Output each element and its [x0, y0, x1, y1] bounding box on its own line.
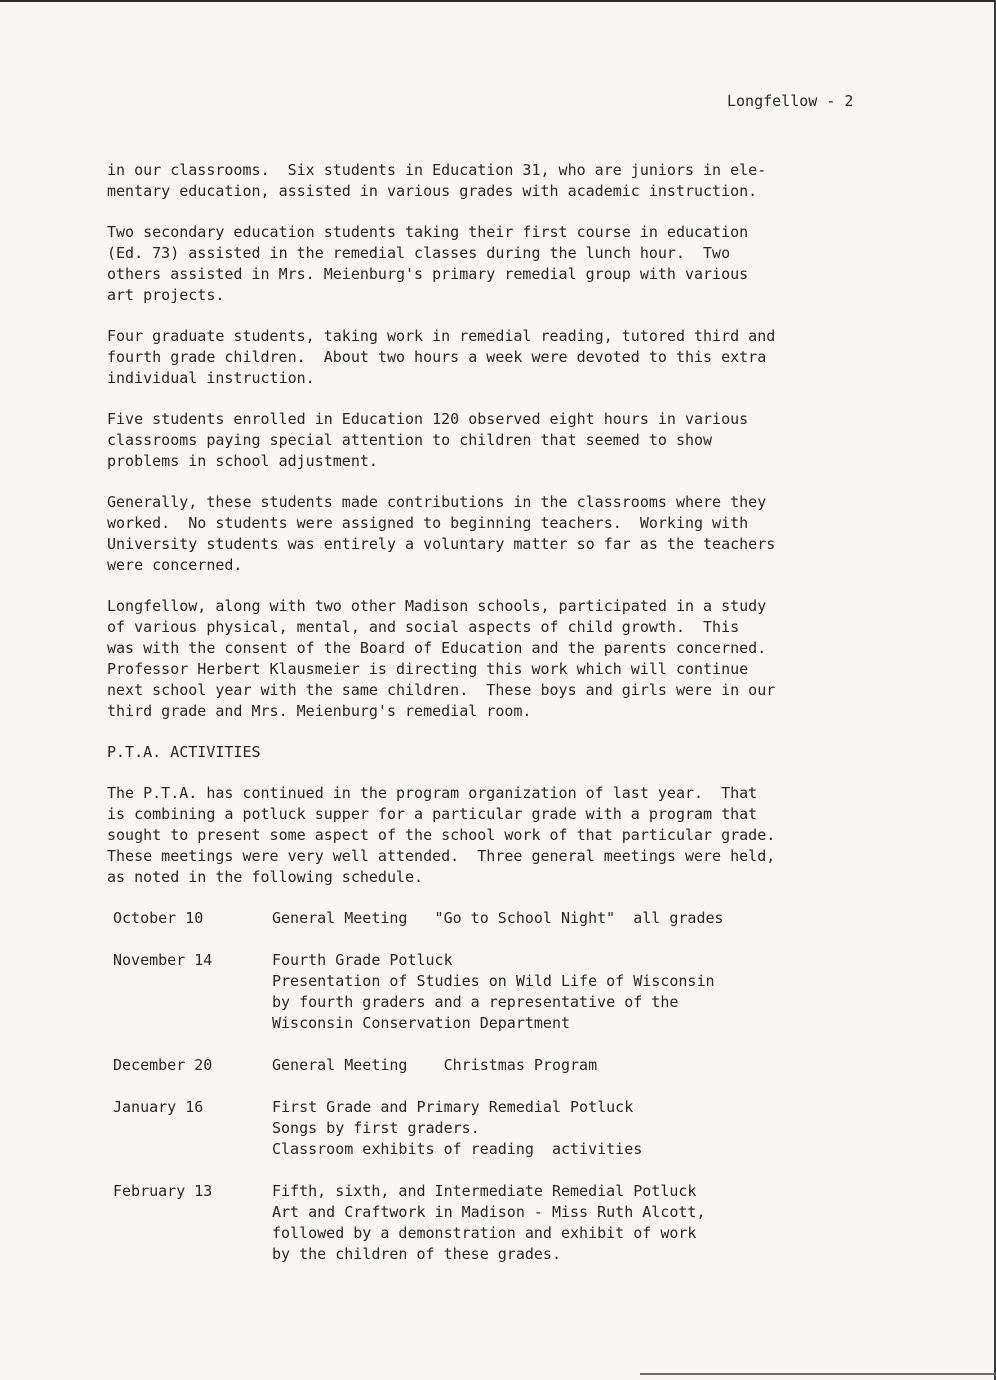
- text-line: in our classrooms. Six students in Education 31, who are juniors in ele-: [107, 161, 767, 179]
- schedule-entry: [107, 950, 907, 1034]
- text-line: The P.T.A. has continued in the program organization of last year. That: [107, 784, 758, 802]
- schedule-line: Presentation of Studies on Wild Life of Wisconsin: [272, 972, 715, 990]
- schedule-description: [272, 1055, 907, 1076]
- schedule-line: Songs by first graders.: [272, 1119, 480, 1137]
- document-body: [107, 160, 907, 1286]
- text-line: classrooms paying special attention to children that seemed to show: [107, 431, 713, 449]
- schedule-date: December 20: [113, 1056, 213, 1074]
- text-line: fourth grade children. About two hours a week were devoted to this extra: [107, 348, 767, 366]
- text-line: is combining a potluck supper for a particular grade with a program that: [107, 805, 758, 823]
- paragraph-graduate-students: [107, 326, 907, 389]
- text-line: next school year with the same children. These boys and girls were in our: [107, 681, 776, 699]
- schedule-line: by fourth graders and a representative of the: [272, 993, 679, 1011]
- schedule-line: Art and Craftwork in Madison - Miss Ruth Alcott,: [272, 1203, 706, 1221]
- text-line: third grade and Mrs. Meienburg's remedial room.: [107, 702, 532, 720]
- schedule-entry: [107, 1181, 907, 1265]
- schedule-date: February 13: [113, 1182, 213, 1200]
- scan-top-border: [0, 0, 996, 2]
- schedule-line: Fourth Grade Potluck: [272, 951, 453, 969]
- paragraph-contributions: [107, 492, 907, 576]
- text-line: These meetings were very well attended. Three general meetings were held,: [107, 847, 776, 865]
- text-line: art projects.: [107, 286, 225, 304]
- text-line: worked. No students were assigned to beginning teachers. Working with: [107, 514, 749, 532]
- text-line: University students was entirely a voluntary matter so far as the teachers: [107, 535, 776, 553]
- text-line: as noted in the following schedule.: [107, 868, 424, 886]
- section-heading-pta: P.T.A. ACTIVITIES: [107, 743, 261, 761]
- schedule-line: General Meeting Christmas Program: [272, 1056, 598, 1074]
- text-line: Four graduate students, taking work in remedial reading, tutored third and: [107, 327, 776, 345]
- page-header: Longfellow - 2: [727, 92, 854, 110]
- text-line: Professor Herbert Klausmeier is directing this work which will continue: [107, 660, 749, 678]
- text-line: of various physical, mental, and social aspects of child growth. This: [107, 618, 740, 636]
- text-line: individual instruction.: [107, 369, 315, 387]
- schedule-description: [272, 908, 907, 929]
- schedule-date: January 16: [113, 1098, 204, 1116]
- text-line: (Ed. 73) assisted in the remedial classes during the lunch hour. Two: [107, 244, 731, 262]
- paragraph-secondary-students: [107, 222, 907, 306]
- schedule-line: General Meeting "Go to School Night" all grades: [272, 909, 724, 927]
- schedule-line: First Grade and Primary Remedial Potluck: [272, 1098, 634, 1116]
- text-line: problems in school adjustment.: [107, 452, 378, 470]
- schedule-entry: [107, 1097, 907, 1160]
- schedule-description: [272, 950, 907, 1034]
- schedule-entry: [107, 1055, 907, 1076]
- schedule-line: Classroom exhibits of reading activities: [272, 1140, 643, 1158]
- schedule-date: November 14: [113, 951, 213, 969]
- schedule-description: [272, 1181, 907, 1265]
- text-line: Longfellow, along with two other Madison schools, participated in a study: [107, 597, 767, 615]
- schedule-date: October 10: [113, 909, 204, 927]
- text-line: was with the consent of the Board of Education and the parents concerned.: [107, 639, 767, 657]
- schedule-entry: [107, 908, 907, 929]
- paragraph-pta-intro: [107, 783, 907, 888]
- text-line: Generally, these students made contributions in the classrooms where they: [107, 493, 767, 511]
- scan-bottom-rule: [640, 1373, 996, 1375]
- text-line: mentary education, assisted in various grades with academic instruction.: [107, 182, 758, 200]
- text-line: were concerned.: [107, 556, 243, 574]
- paragraph-child-growth-study: [107, 596, 907, 722]
- paragraph-education-120: [107, 409, 907, 472]
- text-line: Five students enrolled in Education 120 observed eight hours in various: [107, 410, 749, 428]
- pta-schedule: [107, 908, 907, 1265]
- text-line: others assisted in Mrs. Meienburg's primary remedial group with various: [107, 265, 749, 283]
- schedule-line: Fifth, sixth, and Intermediate Remedial Potluck: [272, 1182, 697, 1200]
- text-line: Two secondary education students taking their first course in education: [107, 223, 749, 241]
- schedule-line: followed by a demonstration and exhibit of work: [272, 1224, 697, 1242]
- schedule-description: [272, 1097, 907, 1160]
- text-line: sought to present some aspect of the school work of that particular grade.: [107, 826, 776, 844]
- schedule-line: by the children of these grades.: [272, 1245, 561, 1263]
- schedule-line: Wisconsin Conservation Department: [272, 1014, 571, 1032]
- paragraph-student-assistants: [107, 160, 907, 202]
